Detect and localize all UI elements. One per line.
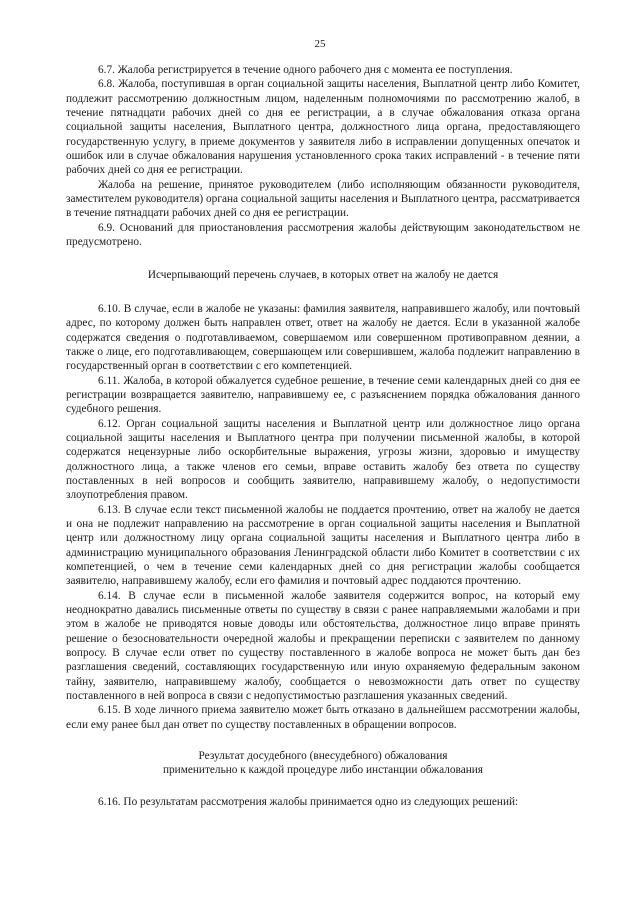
paragraph-6-10: 6.10. В случае, если в жалобе не указаны: фамилия заявителя, направившего жалобу, или почтовый адрес, по которому должен быть направлен ответ, ответ на жалобу не дается. Если в указанной жалобе содержатся сведения о подготавливаемом, совершаемом или совершенном противоправном деянии, а также о лице, его подготавливающем, совершающем или совершившем, жалоба подлежит направлению в государственный орган в соответствии с его компетенцией. [66, 302, 580, 373]
paragraph-6-11: 6.11. Жалоба, в которой обжалуется судебное решение, в течение семи календарных дней со дня ее регистрации возвращается заявителю, направившему ее, с разъяснением порядка обжалования данного судебного решения. [66, 374, 580, 416]
section-heading-result-line-2: применительно к каждой процедуре либо инстанции обжалования [162, 764, 483, 777]
document-body [66, 63, 580, 809]
paragraph-6-8: 6.8. Жалоба, поступившая в орган социальной защиты населения, Выплатной центр либо Комитет, подлежит рассмотрению должностным лицом, наделенным полномочиями по рассмотрению жалоб, в течение пятнадцати рабочих дней со дня ее регистрации, а в случае обжалования отказа органа социальной защиты населения, Выплатного центра, должностного лица органа, предоставляющего государственную услугу, в приеме документов у заявителя либо в исправлении допущенных опечаток и ошибок или в случае обжалования нарушения установленного срока таких исправлений - в течение пяти рабочих дней со дня ее регистрации. [66, 78, 580, 177]
paragraph-6-16: 6.16. По результатам рассмотрения жалобы принимается одно из следующих решений: [98, 795, 519, 808]
paragraph-6-9: 6.9. Оснований для приостановления рассмотрения жалобы действующим законодательством не предусмотрено. [66, 221, 580, 249]
paragraph-6-15: 6.15. В ходе личного приема заявителю может быть отказано в дальнейшем рассмотрении жалобы, если ему ранее был дан ответ по существу поставленных в обращении вопросов. [66, 704, 580, 731]
section-heading-result-line-1: Результат досудебного (внесудебного) обжалования [198, 750, 448, 763]
section-heading-no-answer: Исчерпывающий перечень случаев, в которых ответ на жалобу не дается [147, 269, 499, 282]
paragraph-6-12: 6.12. Орган социальной защиты населения и Выплатной центр или должностное лицо органа социальной защиты населения и Выплатного центра при получении письменной жалобы, в которой содержатся нецензурные либо оскорбительные выражения, угрозы жизни, здоровью и имуществу должностного лица, а также членов его семьи, вправе оставить жалобу без ответа по существу поставленных в ней вопросов и сообщить заявителю, направившему жалобу, о недопустимости злоупотребления правом. [66, 417, 580, 502]
page-number: 25 [314, 38, 326, 50]
paragraph-6-14: 6.14. В случае если в письменной жалобе заявителя содержится вопрос, на который ему неоднократно давались письменные ответы по существу в связи с ранее направляемыми жалобами и при этом в жалобе не приводятся новые доводы или обстоятельства, должностное лицо вправе принять решение о безосновательности очередной жалобы и прекращении переписки с заявителем по данному вопросу. В случае если ответ по существу поставленного в жалобе вопроса не может быть дан без разглашения сведений, составляющих государственную или иную охраняемую федеральным законом тайну, заявителю, направившему жалобу, сообщается о невозможности дать ответ по существу поставленного в ней вопроса в связи с недопустимостью разглашения указанных сведений. [66, 589, 580, 703]
paragraph-decision-complaint: Жалоба на решение, принятое руководителем (либо исполняющим обязанности руководителя, заместителем руководителя) органа социальной защиты населения и Выплатного центра, рассматривается в течение пятнадцати рабочих дней со дня ее регистрации. [66, 178, 580, 220]
paragraph-6-7: 6.7. Жалоба регистрируется в течение одного рабочего дня с момента ее поступления. [98, 64, 513, 76]
paragraph-6-13: 6.13. В случае если текст письменной жалобы не поддается прочтению, ответ на жалобу не дается и она не подлежит направлению на рассмотрение в орган социальной защиты населения и Выплатной центр или должностному лицу органа социальной защиты населения и Выплатного центра либо в администрацию муниципального образования Ленинградской области либо Комитет в соответствии с их компетенцией, о чем в течение семи календарных дней со дня регистрации жалобы сообщается заявителю, направившему жалобу, если его фамилия и почтовый адрес поддаются прочтению. [66, 503, 580, 588]
